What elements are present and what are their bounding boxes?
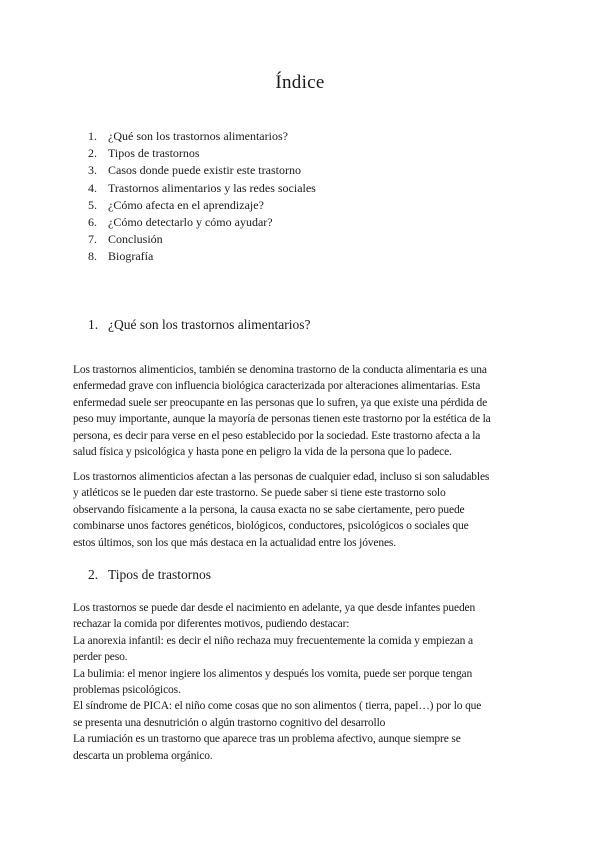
section-title: ¿Qué son los trastornos alimentarios?: [108, 317, 311, 332]
page-title: Índice: [275, 72, 325, 93]
section-1-paragraph-1: [73, 362, 531, 460]
paragraph-line: se presenta una desnutrición o algún trastorno cognitivo del desarrollo: [73, 716, 386, 729]
toc-item-label: Casos donde puede existir este trastorno: [108, 163, 301, 178]
toc-item: [88, 231, 316, 248]
toc-item: [88, 214, 316, 231]
paragraph-line: rechazar la comida por diferentes motivos, pudiendo destacar:: [73, 618, 350, 631]
paragraph-line: perder peso.: [73, 651, 128, 664]
toc-item-number: 5.: [88, 197, 97, 212]
paragraph-line: El síndrome de PICA: el niño come cosas que no son alimentos ( tierra, papel…) por lo que: [73, 700, 482, 713]
toc-item: [88, 162, 316, 179]
section-title: Tipos de trastornos: [108, 567, 212, 582]
toc-item-label: Trastornos alimentarios y las redes sociales: [108, 180, 316, 195]
paragraph-line: enfermedad suele ser preocupante en las personas que lo sufren, ya que existe una pérdida de: [73, 396, 488, 409]
paragraph-line: salud física y psicológica y hasta pone en peligro la vida de la persona que lo padece.: [73, 446, 452, 459]
table-of-contents: [88, 128, 316, 266]
paragraph-line: enfermedad grave con influencia biológica caracterizada por alteraciones alimentarias. Esta: [73, 380, 481, 393]
toc-item-label: Tipos de trastornos: [108, 146, 200, 161]
toc-item-number: 3.: [88, 163, 97, 178]
toc-item-label: ¿Cómo afecta en el aprendizaje?: [108, 197, 264, 212]
paragraph-line: estos últimos, son los que más destaca en la actualidad entre los jóvenes.: [73, 536, 396, 549]
paragraph-line: problemas psicológicos.: [73, 684, 181, 697]
toc-item-label: ¿Qué son los trastornos alimentarios?: [108, 129, 288, 143]
paragraph-line: La bulimia: el menor ingiere los alimentos y después los vomita, puede ser porque tengan: [73, 667, 473, 680]
toc-item-number: 4.: [88, 180, 97, 195]
toc-item-number: 6.: [88, 215, 97, 230]
section-number: 2.: [88, 567, 99, 582]
toc-item-number: 7.: [88, 232, 97, 247]
paragraph-line: peso muy importante, aunque la mayoría de personas tienen este trastorno por la estética de la: [73, 413, 491, 426]
section-1-heading: [88, 317, 310, 333]
paragraph-line: observando físicamente a la persona, la causa exacta no se sabe ciertamente, pero puede: [73, 503, 465, 516]
paragraph-line: descarta un problema orgánico.: [73, 749, 213, 762]
section-number: 1.: [88, 317, 99, 332]
toc-item: [88, 128, 316, 145]
section-2-paragraph: [73, 600, 531, 764]
toc-item-label: Biografía: [108, 249, 154, 264]
paragraph-line: Los trastornos alimenticios afectan a las personas de cualquier edad, incluso si son saludables: [73, 471, 490, 483]
paragraph-line: La anorexia infantil: es decir el niño rechaza muy frecuentemente la comida y empiezan a: [73, 634, 473, 647]
paragraph-line: Los trastornos se puede dar desde el nacimiento en adelante, ya que desde infantes pueden: [73, 602, 476, 614]
toc-item: [88, 145, 316, 162]
paragraph-line: La rumiación es un trastorno que aparece tras un problema afectivo, aunque siempre se: [73, 733, 461, 746]
toc-item-number: 8.: [88, 249, 97, 264]
toc-item-label: Conclusión: [108, 232, 163, 247]
paragraph-line: persona, es decir para verse en el peso establecido por la sociedad. Este trastorno afecta a la: [73, 429, 481, 442]
paragraph-line: combinarse unos factores genéticos, biológicos, conductores, psicológicos o sociales que: [73, 520, 469, 533]
paragraph-line: y atléticos se le pueden dar este trastorno. Se puede saber si tiene este trastorno solo: [73, 487, 446, 500]
toc-item-number: 2.: [88, 146, 97, 161]
toc-item: [88, 180, 316, 197]
toc-item-number: 1.: [88, 129, 97, 143]
toc-item-label: ¿Cómo detectarlo y cómo ayudar?: [108, 215, 273, 230]
toc-item: [88, 197, 316, 214]
section-1-paragraph-2: [73, 469, 531, 551]
section-2-heading: [88, 567, 211, 583]
toc-item: [88, 248, 316, 265]
paragraph-line: Los trastornos alimenticios, también se denomina trastorno de la conducta alimentaria es una: [73, 364, 487, 376]
